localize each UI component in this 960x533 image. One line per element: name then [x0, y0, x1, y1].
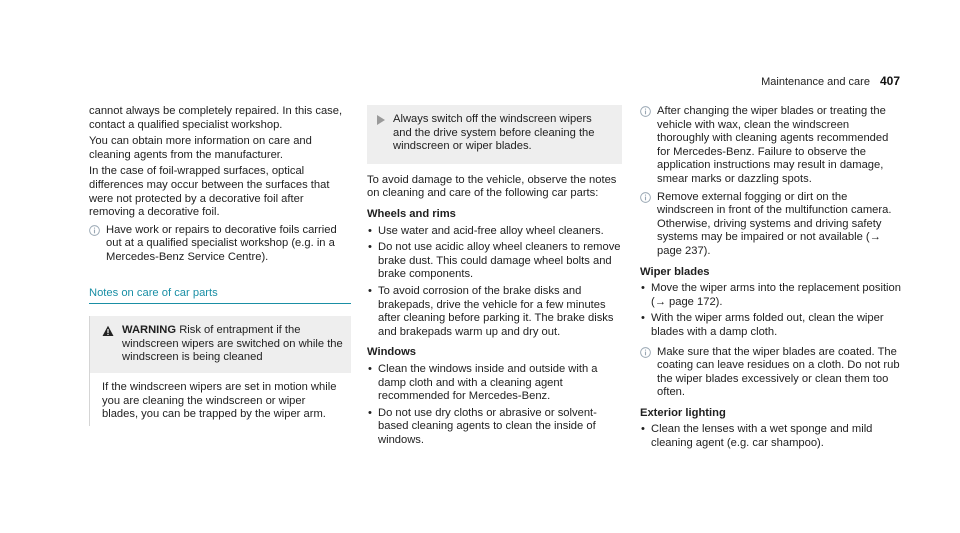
list-item: • Clean the windows inside and outside with a damp cloth and with a cleaning agent recommended for Mercedes-Benz. — [367, 363, 622, 404]
note-text: Have work or repairs to decorative foils carried out at a qualified specialist workshop (e.g. in a Mercedes-Benz Service Centre). — [106, 223, 337, 263]
warning-body: If the windscreen wipers are set in motion while you are cleaning the windscreen or wiper blades, you can be trapped by the wiper arm. — [102, 380, 337, 421]
note-text: After changing the wiper blades or treating the vehicle with wax, clean the windscreen thoroughly with cleaning agents recommended for Mercedes-Benz. Failure to observe the application instructions may result in damage, smear marks or dazzling spots. — [657, 105, 889, 185]
subheading-wheels: Wheels and rims — [367, 207, 456, 220]
warning-summary: Risk of entrapment if the windscreen wipers are switched on while the windscreen is being cleaned — [122, 324, 343, 364]
warning-label: WARNING — [122, 324, 177, 337]
list-item: • Do not use acidic alloy wheel cleaners to remove brake dust. This could damage wheel bolts and brake components. — [367, 241, 622, 282]
subheading-windows: Windows — [367, 346, 416, 359]
list-item: • Move the wiper arms into the replacement position (→ page 172). — [640, 282, 902, 309]
page-number: 407 — [879, 74, 900, 88]
wheels-list — [367, 225, 622, 340]
list-item: • With the wiper arms folded out, clean the wiper blades with a damp cloth. — [640, 312, 902, 339]
info-note — [640, 346, 902, 400]
info-note — [640, 105, 902, 187]
warning-box — [89, 316, 351, 426]
step-arrow-icon — [377, 115, 385, 125]
list-item: • Do not use dry cloths or abrasive or solvent-based cleaning agents to clean the inside of windows. — [367, 407, 622, 448]
column-right — [640, 105, 902, 451]
warning-header — [90, 316, 351, 373]
list-item: • Use water and acid-free alloy wheel cleaners. — [367, 225, 622, 239]
paragraph: In the case of foil-wrapped surfaces, optical differences may occur between the surfaces that were not protected by a decorative foil after removing a decorative foil. — [89, 165, 330, 219]
column-left — [89, 105, 351, 426]
paragraph: cannot always be completely repaired. In this case, contact a qualified specialist workshop. — [89, 105, 343, 131]
list-item: • Clean the lenses with a wet sponge and mild cleaning agent (e.g. car shampoo). — [640, 423, 902, 450]
subheading-exterior-lighting: Exterior lighting — [640, 406, 726, 419]
note-text: Make sure that the wiper blades are coated. The coating can leave residues on a cloth. Do not rub the wiper blades excessively or clean them too often. — [657, 345, 900, 399]
step-text: Always switch off the windscreen wipers and the drive system before cleaning the windscreen or wiper blades. — [393, 113, 595, 153]
info-note-icon — [640, 347, 651, 358]
page-header — [761, 75, 900, 90]
info-note — [640, 191, 902, 259]
subheading-wiper-blades: Wiper blades — [640, 265, 710, 278]
section-heading-link[interactable]: Notes on care of car parts — [89, 287, 351, 305]
note-text: Remove external fogging or dirt on the windscreen in front of the multifunction camera. Otherwise, driving systems and driving safety systems may be impaired or not available (→ page 237). — [657, 190, 892, 257]
instruction-step — [367, 105, 622, 164]
info-note-icon — [89, 225, 100, 236]
column-middle — [367, 105, 622, 447]
paragraph: You can obtain more information on care and cleaning agents from the manufacturer. — [89, 135, 312, 161]
windows-list — [367, 363, 622, 448]
info-note-icon — [640, 192, 651, 203]
section-title: Maintenance and care — [761, 76, 870, 88]
warning-text — [122, 324, 343, 365]
exterior-list — [640, 423, 902, 450]
paragraph: To avoid damage to the vehicle, observe the notes on cleaning and care of the following car parts: — [367, 173, 617, 200]
info-note — [89, 224, 351, 265]
list-item: • To avoid corrosion of the brake disks and brakepads, drive the vehicle for a few minutes after cleaning before parking it. The brake disks and brakepads warm up and dry out. — [367, 285, 622, 339]
info-note-icon — [640, 106, 651, 117]
warning-triangle-icon — [102, 325, 114, 337]
wiper-list — [640, 282, 902, 339]
